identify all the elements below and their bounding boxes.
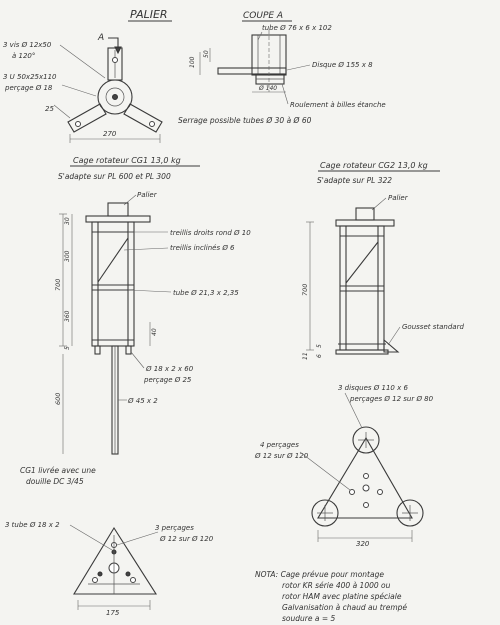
dim-175: 175: [106, 609, 120, 617]
cg2-drawing: [301, 161, 464, 360]
cg1-tube-label: tube Ø 21,3 x 2,35: [173, 289, 239, 297]
cg2-dim-11: 11: [302, 352, 309, 360]
cg1-palier: [108, 203, 128, 216]
coupe-title: COUPE A: [243, 11, 284, 21]
cg2-palier: [356, 208, 374, 220]
palier-clamp-note: Serrage possible tubes Ø 30 à Ø 60: [178, 116, 312, 125]
dim-320: 320: [356, 540, 370, 548]
cg1-dim-5: 5: [64, 346, 71, 350]
cg1-dim-300: 300: [64, 250, 71, 262]
cg1-pipe-label: Ø 45 x 2: [128, 397, 158, 405]
palier-profile-label: 3 U 50x25x110: [3, 73, 57, 81]
cg2-dim-6: 6: [316, 354, 323, 358]
palier-screws-angle: à 120°: [12, 52, 36, 60]
disks-label-1: 3 disques Ø 110 x 6: [338, 384, 408, 392]
palier-title: PALIER: [130, 8, 168, 21]
holes-label-1: 4 perçages: [260, 441, 299, 449]
disks-label-2: perçages Ø 12 sur Ø 80: [350, 395, 434, 403]
cg2-title: Cage rotateur CG2 13,0 kg: [320, 161, 428, 170]
cg2-base-plate-drawing: [254, 384, 434, 548]
nota-block: [255, 570, 407, 623]
cg2-dim-5: 5: [316, 344, 323, 348]
cg1-dim-360: 360: [64, 310, 71, 322]
cg1-lattice-inclined: treillis inclinés Ø 6: [170, 244, 235, 252]
cg1-pin-hole: perçage Ø 25: [144, 376, 192, 384]
holes-label-2: Ø 12 sur Ø 120: [255, 452, 309, 460]
nota-line-5: soudure a = 5: [282, 614, 336, 623]
palier-dim-25: 25: [45, 105, 54, 113]
cg1-dim-30: 30: [64, 217, 71, 225]
bottom-left-holes-1: 3 perçages: [155, 524, 194, 532]
nota-line-4: Galvanisation à chaud au trempé: [282, 603, 408, 612]
nota-line-1: NOTA: Cage prévue pour montage: [255, 570, 384, 579]
section-mark-a: A: [98, 33, 105, 43]
palier-screws-label: 3 vis Ø 12x50: [3, 41, 52, 49]
cg2-frame: [340, 226, 384, 350]
cg1-dim-600: 600: [54, 392, 62, 405]
cg1-base-plate-drawing: [5, 521, 214, 617]
palier-profile-hole: perçage Ø 18: [5, 84, 53, 92]
cg1-delivery-2: douille DC 3/45: [26, 477, 84, 486]
cg2-fits: S'adapte sur PL 322: [317, 176, 393, 185]
cg2-dim-700: 700: [301, 283, 309, 296]
nota-line-2: rotor KR série 400 à 1000 ou: [282, 581, 391, 590]
cg1-lattice-straight: treillis droits rond Ø 10: [170, 229, 251, 237]
coupe-dim-100: 100: [189, 56, 196, 68]
coupe-dim-50: 50: [203, 50, 210, 58]
coupe-tube-label: tube Ø 76 x 6 x 102: [262, 24, 332, 32]
coupe-disk-label: Disque Ø 155 x 8: [312, 61, 373, 69]
cg1-delivery-1: CG1 livrée avec une: [20, 466, 96, 475]
coupe-a-drawing: [189, 11, 386, 109]
cg1-dim-40: 40: [151, 328, 158, 336]
palier-drawing: [3, 8, 172, 143]
cg1-title: Cage rotateur CG1 13,0 kg: [73, 156, 181, 165]
coupe-dim-140: Ø 140: [259, 85, 278, 92]
palier-arm-left: [68, 104, 106, 132]
palier-arm-right: [124, 104, 162, 132]
nota-line-3: rotor HAM avec platine spéciale: [282, 592, 402, 601]
palier-dim-270: 270: [103, 130, 117, 138]
bottom-left-tubes: 3 tube Ø 18 x 2: [5, 521, 60, 529]
coupe-bearing-label: Roulement à billes étanche: [290, 101, 386, 109]
cg2-gusset-label: Gousset standard: [402, 323, 464, 331]
cg1-fits: S'adapte sur PL 600 et PL 300: [58, 172, 171, 181]
cg1-palier-label: Palier: [137, 191, 157, 199]
cg2-palier-label: Palier: [388, 194, 408, 202]
cg1-drawing: [20, 156, 251, 486]
cg1-pin-label: Ø 18 x 2 x 60: [146, 365, 194, 373]
bottom-left-holes-2: Ø 12 sur Ø 120: [160, 535, 214, 543]
cg1-dim-700: 700: [54, 278, 62, 291]
